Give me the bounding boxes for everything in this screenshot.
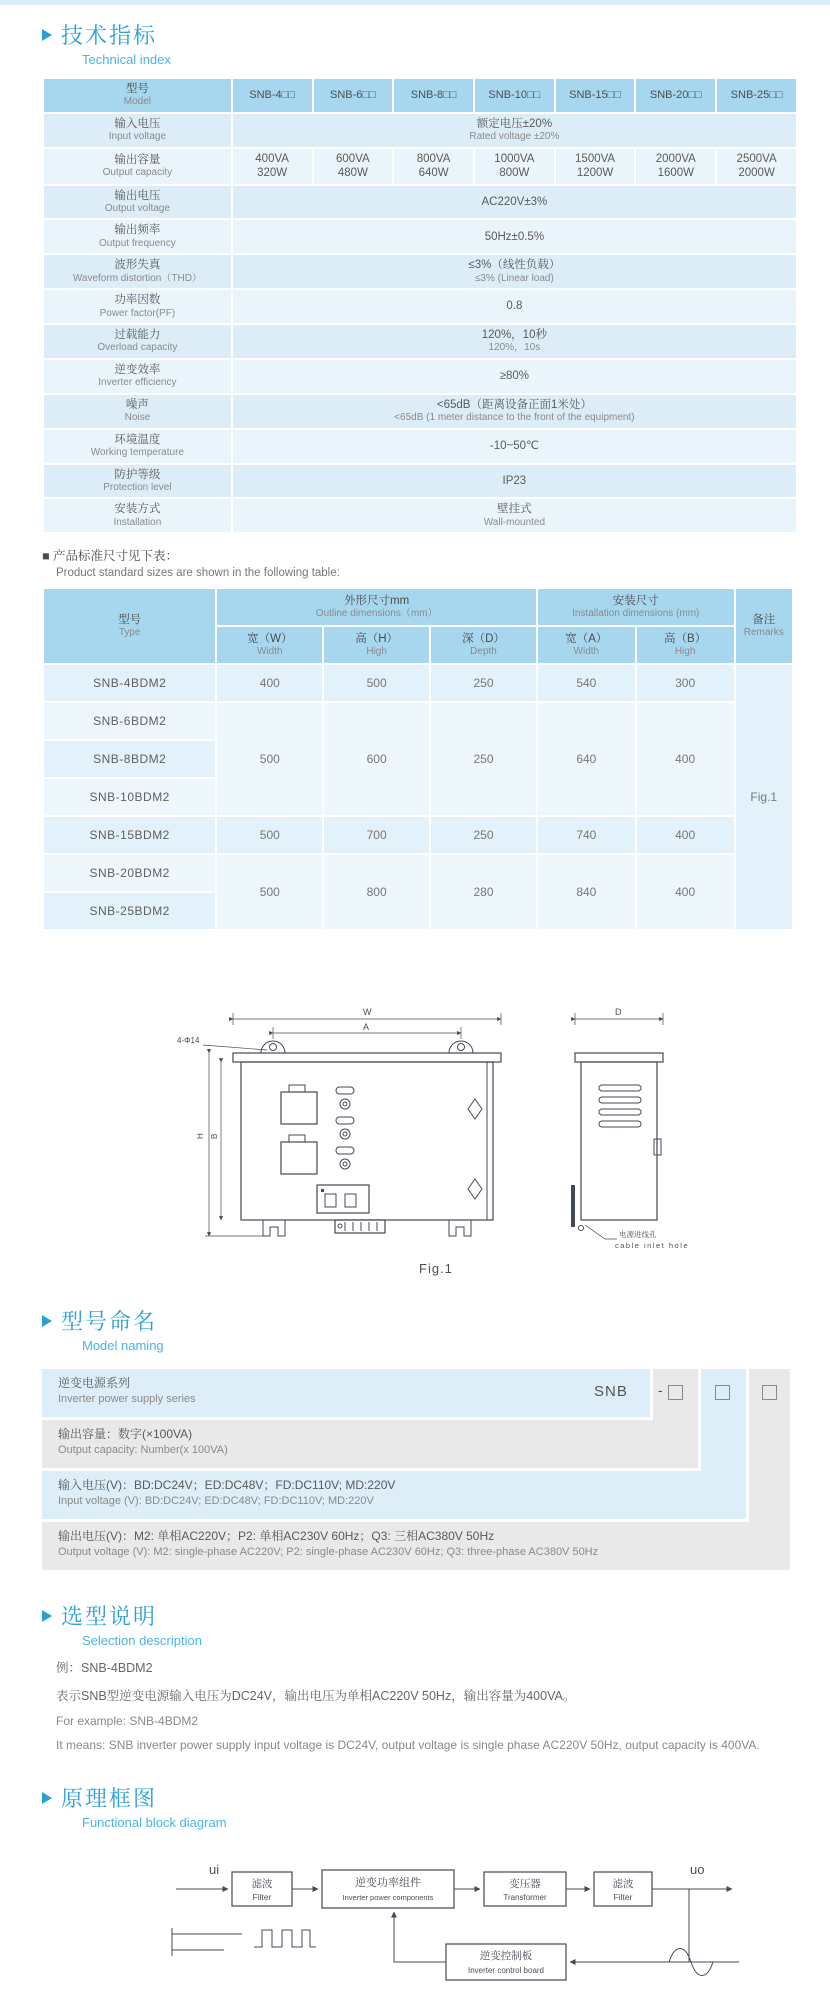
dim-cell (637, 665, 734, 701)
va-value: 800VA (416, 152, 451, 165)
input-signal-label: ui (209, 1862, 220, 1878)
dim-cell (538, 665, 635, 701)
zh-value: -10~50℃ (489, 439, 539, 452)
zh-value: IP23 (502, 474, 527, 487)
size-row (44, 855, 792, 891)
en-label: Output frequency (99, 237, 176, 249)
zh-value: 120%，10秒 (481, 329, 547, 341)
spec-label-cell (44, 255, 231, 288)
control-board-label-zh: 逆变控制板 (479, 1950, 533, 1963)
va-value: 600VA (336, 152, 370, 165)
dim-cell (538, 855, 635, 929)
selection-example-zh: 例：SNB-4BDM2 (56, 1661, 153, 1676)
model-name: SNB-25□□ (730, 89, 783, 102)
model-column-header (233, 79, 312, 112)
zh-label: 备注 (752, 613, 776, 626)
zh-label: 型号 (118, 613, 142, 626)
outline-group-header (217, 589, 536, 625)
model-cell (44, 893, 215, 929)
selection-desc-zh: 表示SNB型逆变电源输入电压为DC24V，输出电压为单相AC220V 50Hz，输出容量为400VA。 (56, 1689, 576, 1704)
zh-label: 输出频率 (114, 224, 161, 237)
zh-value: ≤3%（线性负载） (468, 259, 561, 272)
dimension-drawing (42, 989, 800, 1285)
spec-label-cell (44, 186, 231, 219)
dim-cell (431, 703, 536, 815)
capacity-cell (556, 149, 635, 184)
spec-header-row (44, 79, 796, 112)
zh-label: 输入电压 (114, 117, 161, 130)
en-label: Installation (113, 516, 162, 528)
zh-label: 外形尺寸mm (344, 594, 410, 607)
zh-label: 输出电压 (114, 189, 161, 202)
model-name: SNB-10BDM2 (89, 790, 170, 805)
dim-b-label: B (210, 1133, 219, 1140)
zh-value: ≥80% (499, 370, 530, 383)
dim-value: 740 (576, 828, 597, 843)
dim-value: 500 (366, 676, 387, 691)
en-label: Width (257, 646, 283, 658)
en-label: High (366, 646, 387, 658)
spec-row (44, 465, 796, 498)
w-value: 480W (337, 167, 368, 180)
dim-cell (324, 855, 429, 929)
capacity-cell (394, 149, 473, 184)
zh-label: 安装方式 (114, 503, 161, 516)
spec-value-cell (233, 499, 796, 532)
spec-label-cell (44, 220, 231, 253)
figure-caption: Fig.1 (419, 1261, 453, 1277)
en-label: Output voltage (V): M2: single-phase AC220V; P2: single-phase AC230V 60Hz; Q3: three-phase AC380V 50Hz (58, 1546, 599, 1559)
zh-label: 输出容量：数字(×100VA) (58, 1427, 193, 1442)
dim-cell (431, 665, 536, 701)
en-value: 120%，10s (488, 342, 541, 354)
spec-label-cell (44, 360, 231, 393)
dim-value: 250 (473, 676, 494, 691)
dim-value: 280 (473, 885, 494, 900)
dim-value: 300 (675, 676, 696, 691)
zh-label: 输入电压(V)：BD:DC24V；ED:DC48V；FD:DC110V; MD:220V (58, 1478, 396, 1493)
cabinet-drawing-figure (167, 989, 727, 1285)
size-table (42, 587, 794, 931)
en-label: Type (118, 627, 141, 639)
dim-value: 840 (576, 885, 597, 900)
en-value: Rated voltage ±20% (469, 131, 560, 143)
dim-value: 700 (366, 828, 387, 843)
capacity-cell (475, 149, 554, 184)
remarks-header-cell (736, 589, 792, 663)
en-value: Wall-mounted (483, 516, 546, 528)
dim-value: 400 (675, 828, 696, 843)
va-value: 2500VA (736, 152, 777, 165)
w-value: 1600W (657, 167, 695, 180)
w-value: 2000W (738, 167, 775, 180)
sizes-note-en: Product standard sizes are shown in the following table: (56, 567, 340, 580)
zh-label: 宽（W） (247, 632, 293, 645)
dim-value: 800 (366, 885, 387, 900)
model-code-box (762, 1385, 777, 1400)
filter2-label-zh: 滤波 (612, 1878, 634, 1891)
en-value: ≤3% (Linear load) (474, 272, 554, 284)
spec-row (44, 290, 796, 323)
spec-label-cell (44, 395, 231, 428)
square-wave-icon (254, 1930, 316, 1947)
section-title-zh: 型号命名 (61, 1309, 158, 1335)
size-row (44, 817, 792, 853)
model-column-header (636, 79, 715, 112)
size-header-row (44, 589, 792, 625)
model-name: SNB-25BDM2 (89, 904, 170, 919)
en-label: Depth (470, 646, 497, 658)
spec-row (44, 360, 796, 393)
model-cell (44, 855, 215, 891)
model-name: SNB-6BDM2 (93, 714, 167, 729)
va-value: 1000VA (494, 152, 535, 165)
dim-value: 500 (259, 828, 280, 843)
dim-value: 400 (675, 885, 696, 900)
dim-cell (637, 855, 734, 929)
w-value: 320W (257, 167, 288, 180)
section-title-zh: 选型说明 (61, 1604, 158, 1630)
spec-value-cell (233, 186, 796, 219)
va-value: 2000VA (655, 152, 696, 165)
w-value: 800W (499, 167, 530, 180)
model-cell (44, 779, 215, 815)
spec-row (44, 114, 796, 147)
install-group-header (538, 589, 734, 625)
w-value: 1200W (576, 167, 614, 180)
dim-cell (324, 703, 429, 815)
dim-cell (217, 665, 322, 701)
model-column-header (556, 79, 635, 112)
section-model-naming-heading (42, 1305, 800, 1336)
en-label: Inverter efficiency (98, 377, 177, 389)
model-column-header (717, 79, 796, 112)
naming-row-output-voltage (42, 1522, 790, 1570)
zh-value: 50Hz±0.5% (484, 230, 545, 243)
zh-label: 安装尺寸 (612, 594, 659, 607)
filter1-label-zh: 滤波 (251, 1878, 273, 1891)
size-row (44, 665, 792, 701)
selection-example-en: For example: SNB-4BDM2 (56, 1714, 199, 1729)
dim-value: 640 (576, 752, 597, 767)
spec-row (44, 220, 796, 253)
figure-ref: Fig.1 (750, 790, 778, 805)
model-name: SNB-15□□ (569, 89, 621, 102)
output-signal-label: uo (690, 1862, 705, 1878)
va-value: 400VA (255, 152, 289, 165)
zh-value: <65dB（距离设备正面1米处） (436, 398, 592, 411)
section-title-zh: 技术指标 (61, 23, 158, 48)
zh-label: 噪声 (125, 398, 149, 411)
en-label: Output capacity: Number(x 100VA) (58, 1444, 228, 1457)
en-label: Input voltage (V): BD:DC24V; ED:DC48V; FD:DC110V; MD:220V (58, 1495, 374, 1508)
zh-value: 壁挂式 (497, 503, 532, 516)
capacity-cell (636, 149, 715, 184)
model-dash: - (658, 1382, 663, 1399)
high-header-cell (324, 627, 429, 663)
dim-a-label: A (363, 1022, 370, 1033)
spec-value-cell (233, 430, 796, 463)
datasheet-page (0, 19, 830, 1992)
spec-label-cell (44, 465, 231, 498)
zh-label: 宽（A） (565, 632, 608, 645)
w-value: 640W (418, 167, 449, 180)
dim-cell (324, 665, 429, 701)
zh-label: 防护等级 (114, 468, 161, 481)
model-cell (44, 741, 215, 777)
en-label: Working temperature (90, 447, 184, 458)
functional-block-diagram (42, 1842, 800, 1992)
dim-value: 500 (259, 885, 280, 900)
zh-value: 额定电压±20% (476, 117, 553, 130)
remark-cell (736, 665, 792, 929)
spec-row (44, 395, 796, 428)
dim-cell (637, 817, 734, 853)
en-label: Width (573, 646, 600, 658)
model-column-header (475, 79, 554, 112)
dim-value: 400 (259, 676, 280, 691)
model-name: SNB-15BDM2 (89, 828, 170, 843)
zh-label: 过载能力 (114, 329, 161, 341)
model-prefix: SNB (594, 1383, 628, 1401)
spec-label-cell (44, 290, 231, 323)
block-diagram-figure (154, 1842, 754, 1992)
control-board-label-en: Inverter control board (467, 1966, 545, 1976)
transformer-label-zh: 变压器 (509, 1878, 541, 1891)
en-label: Output voltage (104, 202, 170, 214)
en-label: Remarks (743, 627, 784, 639)
zh-label: 环境温度 (114, 433, 161, 446)
model-name: SNB-8BDM2 (93, 752, 167, 767)
dim-value: 250 (473, 752, 494, 767)
en-label: Noise (124, 412, 151, 424)
naming-row-input-voltage (42, 1471, 746, 1519)
power-components-label-zh: 逆变功率组件 (355, 1877, 421, 1890)
dim-value: 250 (473, 828, 494, 843)
capacity-cell (717, 149, 796, 184)
size-row (44, 703, 792, 739)
model-cell (44, 817, 215, 853)
capacity-cell (233, 149, 312, 184)
spec-label-cell (44, 430, 231, 463)
zh-label: 高（H） (355, 632, 399, 645)
en-label: Power factor(PF) (99, 307, 176, 319)
dim-cell (538, 703, 635, 815)
spec-row (44, 325, 796, 358)
section-title-en: Model naming (82, 1338, 164, 1354)
en-label: Outline dimensions（mm） (315, 608, 438, 620)
dim-value: 600 (366, 752, 387, 767)
spec-value-cell (233, 290, 796, 323)
spec-label-cell (44, 325, 231, 358)
spec-value-cell (233, 465, 796, 498)
zh-label: 逆变电源系列 (58, 1376, 131, 1391)
section-marker-icon (42, 1315, 52, 1327)
section-title-en: Functional block diagram (82, 1815, 227, 1831)
dim-cell (431, 855, 536, 929)
section-selection-heading (42, 1600, 800, 1631)
install-width-header-cell (538, 627, 635, 663)
spec-value-cell (233, 255, 796, 288)
dim-cell (217, 817, 322, 853)
dim-cell (637, 703, 734, 815)
power-components-label-en: Inverter power components (342, 1893, 434, 1903)
transformer-label-en: Transformer (503, 1893, 547, 1903)
model-code-box (668, 1385, 683, 1400)
spec-row (44, 430, 796, 463)
naming-row-capacity (42, 1420, 698, 1468)
spec-value-cell (233, 360, 796, 393)
en-value: <65dB (1 meter distance to the front of the equipment) (394, 412, 635, 424)
spec-label-cell (44, 499, 231, 532)
section-title-en: Technical index (82, 52, 171, 67)
model-column-header (394, 79, 473, 112)
model-cell (44, 703, 215, 739)
dim-cell (217, 855, 322, 929)
mounting-holes-label: 4-Φ14 (177, 1036, 200, 1046)
cable-inlet-label-en: cable inlet hole (615, 1241, 690, 1251)
en-label: Model (123, 96, 151, 108)
section-title-en: Selection description (82, 1633, 202, 1649)
model-code-box (715, 1385, 730, 1400)
zh-label: 功率因数 (114, 294, 161, 307)
selection-desc-en: It means: SNB inverter power supply input voltage is DC24V, output voltage is single phase AC220V 50Hz, output capacity is 400VA. (56, 1738, 760, 1753)
en-label: Inverter power supply series (58, 1393, 196, 1406)
width-header-cell (217, 627, 322, 663)
spec-label-cell (44, 149, 231, 184)
zh-label: 高（B） (664, 632, 707, 645)
en-label: Protection level (103, 481, 172, 493)
model-name: SNB-20BDM2 (89, 866, 170, 881)
spec-value-cell (233, 395, 796, 428)
model-name: SNB-4BDM2 (93, 676, 167, 691)
zh-value: 0.8 (506, 300, 523, 313)
filter1-label-en: Filter (252, 1892, 272, 1903)
en-label: Input voltage (108, 131, 167, 143)
spec-row (44, 149, 796, 184)
dim-cell (217, 703, 322, 815)
dim-d-label: D (615, 1007, 622, 1018)
sizes-note-zh: ■ 产品标准尺寸见下表： (42, 549, 179, 564)
spec-row (44, 186, 796, 219)
en-label: High (674, 646, 696, 658)
section-block-diagram-heading (42, 1782, 800, 1813)
model-cell (44, 665, 215, 701)
page-top-strip (0, 0, 830, 5)
dim-w-label: W (363, 1007, 372, 1018)
model-naming-diagram (42, 1369, 790, 1570)
en-label: Installation dimensions (mm) (572, 608, 700, 620)
section-technical-index-heading (42, 19, 800, 50)
model-name: SNB-8□□ (410, 89, 457, 102)
dim-cell (324, 817, 429, 853)
model-name: SNB-4□□ (249, 89, 295, 102)
va-value: 1500VA (575, 152, 616, 165)
spec-value-cell (233, 114, 796, 147)
model-column-header (314, 79, 393, 112)
naming-row-series (42, 1369, 650, 1417)
spec-row (44, 255, 796, 288)
dim-value: 540 (576, 676, 597, 691)
dim-cell (538, 817, 635, 853)
model-name: SNB-6□□ (330, 89, 376, 102)
spec-label-cell (44, 114, 231, 147)
capacity-cell (314, 149, 393, 184)
model-name: SNB-20□□ (649, 89, 702, 102)
spec-value-cell (233, 220, 796, 253)
zh-label: 波形失真 (114, 259, 161, 272)
section-marker-icon (42, 29, 52, 41)
type-header-cell (44, 589, 215, 663)
en-label: Overload capacity (97, 342, 178, 354)
dim-h-label: H (196, 1133, 205, 1140)
section-marker-icon (42, 1792, 52, 1804)
model-name: SNB-10□□ (488, 89, 541, 102)
zh-label: 逆变效率 (114, 363, 161, 376)
section-marker-icon (42, 1610, 52, 1622)
zh-label: 输出容量 (114, 153, 161, 166)
install-high-header-cell (637, 627, 734, 663)
zh-label: 输出电压(V)：M2: 单相AC220V；P2: 单相AC230V 60Hz；Q3: 三相AC380V 50Hz (58, 1529, 495, 1544)
zh-value: AC220V±3% (481, 195, 548, 208)
section-title-zh: 原理框图 (61, 1786, 158, 1812)
cable-inlet-label-zh: 电源进线孔 (619, 1230, 657, 1240)
en-label: Waveform distortion（THD） (72, 272, 202, 284)
dim-cell (431, 817, 536, 853)
dim-value: 400 (675, 752, 696, 767)
en-label: Output capacity (102, 167, 173, 179)
dim-value: 500 (259, 752, 280, 767)
spec-value-cell (233, 325, 796, 358)
spec-row (44, 499, 796, 532)
zh-label: 深（D） (462, 632, 505, 645)
depth-header-cell (431, 627, 536, 663)
spec-header-label-cell (44, 79, 231, 112)
filter2-label-en: Filter (613, 1892, 633, 1903)
technical-spec-table (42, 77, 798, 534)
zh-label: 型号 (125, 83, 149, 95)
